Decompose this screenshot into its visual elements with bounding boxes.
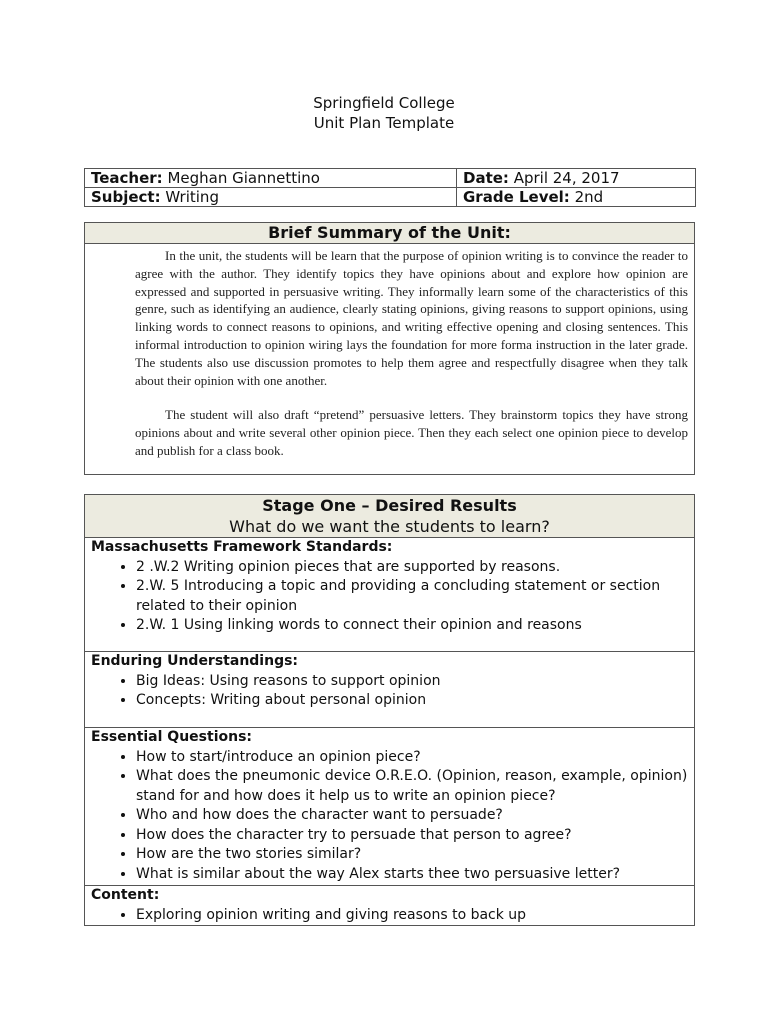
grade-label: Grade Level: <box>463 188 570 206</box>
content-label: Content: <box>91 887 160 903</box>
understandings-section <box>85 652 695 728</box>
list-item: • Big Ideas: Using reasons to support opinion <box>136 672 688 692</box>
date-cell <box>457 169 696 188</box>
understandings-label: Enduring Understandings: <box>91 653 299 669</box>
template-name: Unit Plan Template <box>313 114 455 132</box>
summary-paragraph: In the unit, the students will be learn that the purpose of opinion writing is to convince the reader to agree with the author. They identify topics they have opinions about and explore how opinion are expressed and supported in persuasive writing. They informally learn some of the characteristics of this genre, such as identifying an audience, clearly stating opinions, giving reasons to support opinions, using linking words to connect reasons to opinions, and writing effective opening and closing sentences. This informal introduction to opinion wiring lays the foundation for more forma instruction in the later grade. The students also use discussion promotes to help them agree and respectfully disagree when they talk about their opinion with one another. <box>135 248 688 388</box>
summary-paragraph: The student will also draft “pretend” persuasive letters. They brainstorm topics they have strong opinions about and write several other opinion piece. Then they each select one opinion piece to develop and publish for a class book. <box>135 407 688 458</box>
questions-list <box>91 748 688 885</box>
subject-cell <box>85 188 457 207</box>
list-item: • 2 .W.2 Writing opinion pieces that are supported by reasons. <box>136 558 688 578</box>
list-item: • Concepts: Writing about personal opinion <box>136 691 688 711</box>
stage-one-table <box>84 494 695 926</box>
summary-table <box>84 222 695 475</box>
standards-label: Massachusetts Framework Standards: <box>91 539 393 555</box>
stage-one-subtitle: What do we want the students to learn? <box>229 517 550 536</box>
teacher-value: Meghan Giannettino <box>167 169 320 187</box>
subject-value: Writing <box>165 188 219 206</box>
date-label: Date: <box>463 169 509 187</box>
questions-section <box>85 728 695 886</box>
list-item: • Who and how does the character want to persuade? <box>136 806 688 826</box>
list-item: • Exploring opinion writing and giving reasons to back up <box>136 906 688 926</box>
stage-one-heading <box>85 495 695 538</box>
questions-label: Essential Questions: <box>91 729 253 745</box>
summary-body <box>85 244 695 475</box>
teacher-label: Teacher: <box>91 169 163 187</box>
list-item: • What does the pneumonic device O.R.E.O. (Opinion, reason, example, opinion) stand for and how does it help us to write an opinion piece? <box>136 767 688 806</box>
content-section <box>85 886 695 926</box>
document-title <box>0 93 768 133</box>
list-item: • How to start/introduce an opinion piece? <box>136 748 688 768</box>
list-item: • 2.W. 1 Using linking words to connect their opinion and reasons <box>136 616 688 636</box>
summary-heading: Brief Summary of the Unit: <box>85 223 695 244</box>
college-name: Springfield College <box>313 94 455 112</box>
stage-one-title: Stage One – Desired Results <box>262 496 517 515</box>
date-value: April 24, 2017 <box>513 169 620 187</box>
list-item: • What is similar about the way Alex starts thee two persuasive letter? <box>136 865 688 885</box>
standards-list <box>91 558 688 636</box>
content-list <box>91 906 688 926</box>
list-item: • How does the character try to persuade that person to agree? <box>136 826 688 846</box>
teacher-info-table <box>84 168 696 207</box>
list-item: • How are the two stories similar? <box>136 845 688 865</box>
list-item: • 2.W. 5 Introducing a topic and providing a concluding statement or section related to their opinion <box>136 577 688 616</box>
standards-section <box>85 538 695 652</box>
teacher-cell <box>85 169 457 188</box>
subject-label: Subject: <box>91 188 161 206</box>
grade-value: 2nd <box>574 188 604 206</box>
grade-cell <box>457 188 696 207</box>
understandings-list <box>91 672 688 711</box>
